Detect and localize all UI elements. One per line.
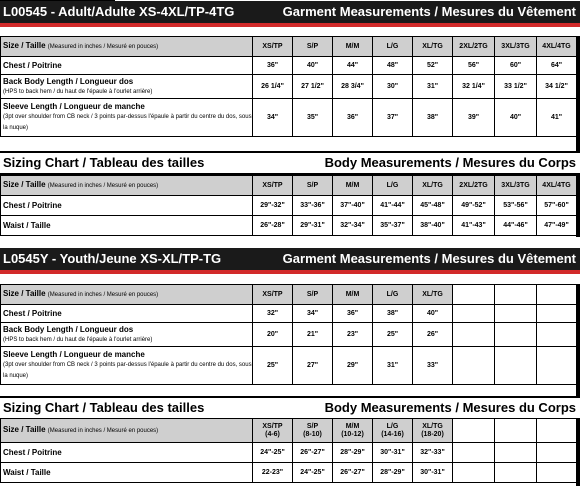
measurement-cell — [495, 57, 537, 75]
size-note: (Measured in inches / Mesuré en pouces) — [47, 428, 159, 434]
measurement-cell — [333, 323, 373, 347]
empty-cell — [495, 347, 537, 385]
size-note: (Measured in inches / Mesuré en pouces) — [47, 292, 159, 298]
size-note: (Measured in inches / Mesuré en pouces) — [47, 183, 159, 189]
measurement-value: 36" — [346, 310, 359, 317]
size-column-header — [413, 37, 453, 57]
measurement-cell — [413, 323, 453, 347]
row-label-cell — [1, 347, 253, 385]
measurement-value: 36" — [266, 62, 279, 69]
measurement-value: 23" — [346, 331, 359, 338]
empty-cell — [453, 463, 495, 483]
size-code: 2XL/2TG — [459, 43, 488, 50]
measurement-value: 56" — [467, 62, 480, 69]
row-label-cell — [1, 57, 253, 75]
size-code: XL/TG — [422, 291, 443, 298]
measurement-cell — [253, 99, 293, 137]
table-edge — [576, 418, 580, 486]
size-column-header — [373, 37, 413, 57]
measurement-cell — [293, 305, 333, 323]
size-column-header — [373, 285, 413, 305]
empty-cell — [453, 419, 495, 443]
size-column-header — [333, 176, 373, 196]
measurement-cell — [253, 216, 293, 236]
row-label-cell — [1, 99, 253, 137]
measurement-value: 37"-40" — [340, 202, 365, 209]
measurement-cell — [537, 196, 577, 216]
measurement-cell — [253, 347, 293, 385]
size-code: L/G — [386, 182, 399, 189]
row-label: Chest / Poitrine — [3, 61, 62, 70]
size-code: M/M — [345, 43, 360, 50]
measurement-cell — [413, 99, 453, 137]
adult-title: L00545 - Adult/Adulte XS-4XL/TP-4TG — [3, 4, 235, 19]
measurement-cell — [373, 196, 413, 216]
size-column-header — [537, 37, 577, 57]
measurement-cell — [373, 216, 413, 236]
measurement-cell — [333, 443, 373, 463]
adult-body-header — [0, 151, 580, 175]
measurement-cell — [293, 443, 333, 463]
size-range: (10-12) — [341, 430, 364, 438]
size-column-header — [293, 285, 333, 305]
empty-cell — [453, 443, 495, 463]
measurement-cell — [373, 57, 413, 75]
measurement-value: 38"-40" — [420, 222, 445, 229]
size-header-row — [1, 37, 577, 57]
measurement-cell — [495, 196, 537, 216]
adult-body-section-label: Body Measurements / Mesures du Corps — [324, 155, 576, 170]
measurement-value: 31" — [426, 83, 439, 90]
measurement-value: 44" — [346, 62, 359, 69]
measurement-value: 41" — [550, 114, 563, 121]
size-column-header — [333, 285, 373, 305]
size-code: 4XL/4TG — [542, 182, 571, 189]
youth-garment-table — [0, 284, 577, 385]
measurement-value: 28"-29" — [340, 449, 365, 456]
measurement-value: 44"-46" — [503, 222, 528, 229]
measurement-value: 52" — [426, 62, 439, 69]
measurement-value: 29" — [346, 362, 359, 369]
measurement-value: 38" — [386, 310, 399, 317]
measurement-cell — [333, 57, 373, 75]
size-code: L/G — [386, 43, 399, 50]
measurement-value: 39" — [467, 114, 480, 121]
size-code: S/P — [306, 182, 319, 189]
size-code: M/M — [345, 291, 360, 298]
adult-garment-table — [0, 36, 577, 137]
table-row — [1, 99, 577, 137]
empty-cell — [495, 323, 537, 347]
measurement-cell — [453, 57, 495, 75]
empty-cell — [495, 305, 537, 323]
size-code: XS/TP — [262, 182, 283, 189]
measurement-value: 33 1/2" — [504, 83, 527, 90]
row-label-cell — [1, 75, 253, 99]
size-column-header — [373, 176, 413, 196]
row-label: Sleeve Length / Longueur de manche — [3, 102, 145, 111]
size-column-header — [293, 176, 333, 196]
youth-red-rule — [0, 270, 580, 274]
measurement-value: 26"-28" — [260, 222, 285, 229]
size-column-header — [413, 419, 453, 443]
measurement-value: 21" — [306, 331, 319, 338]
size-code: XS/TP — [262, 291, 283, 298]
size-column-header — [413, 176, 453, 196]
row-label-cell — [1, 443, 253, 463]
measurement-cell — [537, 216, 577, 236]
size-column-header — [373, 419, 413, 443]
measurement-value: 31" — [386, 362, 399, 369]
empty-cell — [537, 305, 577, 323]
size-label-cell — [1, 285, 253, 305]
measurement-cell — [333, 305, 373, 323]
measurement-cell — [413, 196, 453, 216]
empty-cell — [495, 419, 537, 443]
measurement-cell — [333, 99, 373, 137]
size-range: (18-20) — [421, 430, 444, 438]
youth-body-section-label: Body Measurements / Mesures du Corps — [324, 400, 576, 415]
table-row — [1, 347, 577, 385]
measurement-cell — [253, 463, 293, 483]
size-column-header — [253, 419, 293, 443]
size-column-header — [453, 176, 495, 196]
youth-body-table — [0, 418, 577, 483]
table-edge — [576, 175, 580, 237]
measurement-value: 32"-33" — [420, 449, 445, 456]
size-code: XS/TP — [262, 43, 283, 50]
measurement-cell — [453, 216, 495, 236]
measurement-cell — [293, 463, 333, 483]
row-label: Sleeve Length / Longueur de manche — [3, 350, 145, 359]
row-label-cell — [1, 305, 253, 323]
row-note: (3pt over shoulder from CB neck / 3 points par-dessus l'épaule à partir du centre du dos, sous la nuque) — [3, 114, 252, 131]
measurement-cell — [413, 216, 453, 236]
size-code: XS/TP — [262, 422, 283, 430]
size-code: M/M — [345, 182, 360, 189]
measurement-cell — [453, 75, 495, 99]
row-note: (3pt over shoulder from CB neck / 3 points par-dessus l'épaule à partir du centre du dos, sous la nuque) — [3, 362, 252, 379]
size-code: XL/TG — [422, 43, 443, 50]
size-column-header — [413, 285, 453, 305]
measurement-cell — [495, 99, 537, 137]
size-column-header — [253, 176, 293, 196]
adult-body-title: Sizing Chart / Tableau des tailles — [3, 155, 205, 170]
measurement-cell — [293, 75, 333, 99]
size-column-header — [293, 37, 333, 57]
row-label: Back Body Length / Longueur dos — [3, 76, 134, 86]
measurement-cell — [413, 463, 453, 483]
measurement-value: 35" — [306, 114, 319, 121]
measurement-cell — [333, 463, 373, 483]
empty-cell — [495, 463, 537, 483]
adult-garment-banner — [0, 1, 580, 23]
measurement-value: 40" — [426, 310, 439, 317]
table-row — [1, 75, 577, 99]
measurement-value: 33"-36" — [300, 202, 325, 209]
row-label: Waist / Taille — [3, 221, 51, 230]
measurement-cell — [333, 216, 373, 236]
measurement-value: 25" — [266, 362, 279, 369]
youth-garment-banner — [0, 248, 580, 270]
size-column-header — [453, 37, 495, 57]
adult-red-rule — [0, 23, 580, 27]
empty-cell — [537, 419, 577, 443]
measurement-value: 40" — [509, 114, 522, 121]
measurement-value: 34 1/2" — [545, 83, 568, 90]
measurement-value: 64" — [550, 62, 563, 69]
measurement-value: 30"-31" — [380, 449, 405, 456]
measurement-value: 47"-49" — [544, 222, 569, 229]
size-range: (14-16) — [381, 430, 404, 438]
measurement-cell — [413, 57, 453, 75]
measurement-value: 33" — [426, 362, 439, 369]
measurement-cell — [293, 57, 333, 75]
measurement-cell — [253, 323, 293, 347]
row-label-cell — [1, 216, 253, 236]
measurement-cell — [373, 305, 413, 323]
size-range: (8-10) — [303, 430, 322, 438]
size-code: 3XL/3TG — [501, 43, 530, 50]
empty-cell — [537, 347, 577, 385]
adult-garment-section-label: Garment Measurements / Mesures du Vêtement — [282, 4, 576, 19]
empty-cell — [537, 285, 577, 305]
measurement-value: 26"-27" — [340, 469, 365, 476]
measurement-cell — [333, 347, 373, 385]
table-edge — [576, 36, 580, 159]
table-row — [1, 196, 577, 216]
measurement-value: 29"-31" — [300, 222, 325, 229]
size-code: 4XL/4TG — [542, 43, 571, 50]
adult-body-table — [0, 175, 577, 236]
youth-body-title: Sizing Chart / Tableau des tailles — [3, 400, 205, 415]
measurement-cell — [373, 75, 413, 99]
measurement-value: 30" — [386, 83, 399, 90]
measurement-cell — [253, 196, 293, 216]
size-code: M/M — [345, 422, 360, 430]
size-column-header — [333, 419, 373, 443]
measurement-value: 25" — [386, 331, 399, 338]
empty-cell — [453, 285, 495, 305]
measurement-value: 36" — [346, 114, 359, 121]
size-label: Size / Taille — [3, 41, 46, 50]
table-edge — [576, 284, 580, 406]
row-label: Chest / Poitrine — [3, 201, 62, 210]
measurement-cell — [537, 99, 577, 137]
measurement-cell — [373, 99, 413, 137]
row-note: (HPS to back hem / du haut de l'épaule à l'ourlet arrière) — [3, 88, 153, 95]
size-label: Size / Taille — [3, 425, 46, 434]
size-header-row — [1, 419, 577, 443]
measurement-cell — [373, 347, 413, 385]
size-column-header — [495, 37, 537, 57]
youth-garment-section-label: Garment Measurements / Mesures du Vêtement — [282, 251, 576, 266]
table-row — [1, 305, 577, 323]
measurement-cell — [537, 57, 577, 75]
measurement-cell — [293, 216, 333, 236]
measurement-value: 26"-27" — [300, 449, 325, 456]
measurement-value: 40" — [306, 62, 319, 69]
measurement-value: 28"-29" — [380, 469, 405, 476]
row-label: Chest / Poitrine — [3, 309, 62, 318]
size-code: 3XL/3TG — [501, 182, 530, 189]
row-label: Waist / Taille — [3, 468, 51, 477]
measurement-cell — [413, 305, 453, 323]
table-row — [1, 443, 577, 463]
measurement-cell — [253, 443, 293, 463]
size-column-header — [253, 37, 293, 57]
measurement-cell — [373, 443, 413, 463]
measurement-cell — [253, 57, 293, 75]
size-code: S/P — [306, 43, 319, 50]
measurement-cell — [495, 216, 537, 236]
measurement-value: 26 1/4" — [261, 83, 284, 90]
size-header-row — [1, 285, 577, 305]
empty-cell — [537, 463, 577, 483]
measurement-cell — [253, 305, 293, 323]
measurement-value: 34" — [266, 114, 279, 121]
measurement-cell — [453, 196, 495, 216]
empty-cell — [453, 323, 495, 347]
measurement-value: 32 1/4" — [462, 83, 485, 90]
measurement-cell — [373, 323, 413, 347]
size-label: Size / Taille — [3, 289, 46, 298]
size-column-header — [253, 285, 293, 305]
size-label-cell — [1, 419, 253, 443]
measurement-cell — [333, 75, 373, 99]
size-code: S/P — [306, 422, 319, 430]
size-column-header — [495, 176, 537, 196]
measurement-cell — [453, 99, 495, 137]
measurement-value: 48" — [386, 62, 399, 69]
measurement-value: 38" — [426, 114, 439, 121]
measurement-value: 53"-56" — [503, 202, 528, 209]
measurement-cell — [293, 323, 333, 347]
size-note: (Measured in inches / Mesuré en pouces) — [47, 44, 159, 50]
measurement-cell — [373, 463, 413, 483]
measurement-value: 29"-32" — [260, 202, 285, 209]
youth-body-header — [0, 396, 580, 420]
measurement-value: 27 1/2" — [301, 83, 324, 90]
measurement-value: 60" — [509, 62, 522, 69]
measurement-value: 20" — [266, 331, 279, 338]
measurement-value: 45"-48" — [420, 202, 445, 209]
measurement-value: 22-23" — [261, 469, 284, 476]
table-row — [1, 323, 577, 347]
size-label-cell — [1, 176, 253, 196]
measurement-value: 37" — [386, 114, 399, 121]
empty-cell — [495, 443, 537, 463]
measurement-value: 32"-34" — [340, 222, 365, 229]
row-label: Back Body Length / Longueur dos — [3, 324, 134, 334]
size-code: L/G — [386, 422, 399, 430]
measurement-value: 24"-25" — [260, 449, 285, 456]
size-column-header — [293, 419, 333, 443]
measurement-cell — [495, 75, 537, 99]
measurement-cell — [293, 347, 333, 385]
measurement-value: 32" — [266, 310, 279, 317]
measurement-cell — [413, 347, 453, 385]
measurement-cell — [537, 75, 577, 99]
empty-cell — [537, 323, 577, 347]
measurement-cell — [413, 75, 453, 99]
measurement-cell — [253, 75, 293, 99]
size-column-header — [333, 37, 373, 57]
measurement-value: 24"-25" — [300, 469, 325, 476]
row-label-cell — [1, 323, 253, 347]
youth-title: L0545Y - Youth/Jeune XS-XL/TP-TG — [3, 251, 222, 266]
measurement-value: 34" — [306, 310, 319, 317]
row-label: Chest / Poitrine — [3, 448, 62, 457]
size-label-cell — [1, 37, 253, 57]
measurement-cell — [333, 196, 373, 216]
table-row — [1, 463, 577, 483]
measurement-cell — [293, 196, 333, 216]
size-label: Size / Taille — [3, 180, 46, 189]
measurement-value: 41"-44" — [380, 202, 405, 209]
row-label-cell — [1, 196, 253, 216]
size-column-header — [537, 176, 577, 196]
measurement-value: 30"-31" — [420, 469, 445, 476]
size-code: L/G — [386, 291, 399, 298]
empty-cell — [495, 285, 537, 305]
row-note: (HPS to back hem / du haut de l'épaule à l'ourlet arrière) — [3, 336, 153, 343]
measurement-value: 49"-52" — [461, 202, 486, 209]
table-row — [1, 216, 577, 236]
size-header-row — [1, 176, 577, 196]
measurement-cell — [413, 443, 453, 463]
size-code: S/P — [306, 291, 319, 298]
measurement-value: 41"-43" — [461, 222, 486, 229]
measurement-cell — [293, 99, 333, 137]
table-row — [1, 57, 577, 75]
empty-cell — [537, 443, 577, 463]
measurement-value: 27" — [306, 362, 319, 369]
measurement-value: 35"-37" — [380, 222, 405, 229]
measurement-value: 26" — [426, 331, 439, 338]
size-range: (4-6) — [265, 430, 280, 438]
size-code: 2XL/2TG — [459, 182, 488, 189]
size-code: XL/TG — [422, 182, 443, 189]
measurement-value: 57"-60" — [544, 202, 569, 209]
row-label-cell — [1, 463, 253, 483]
size-code: XL/TG — [422, 422, 443, 430]
empty-cell — [453, 347, 495, 385]
empty-cell — [453, 305, 495, 323]
measurement-value: 28 3/4" — [341, 83, 364, 90]
